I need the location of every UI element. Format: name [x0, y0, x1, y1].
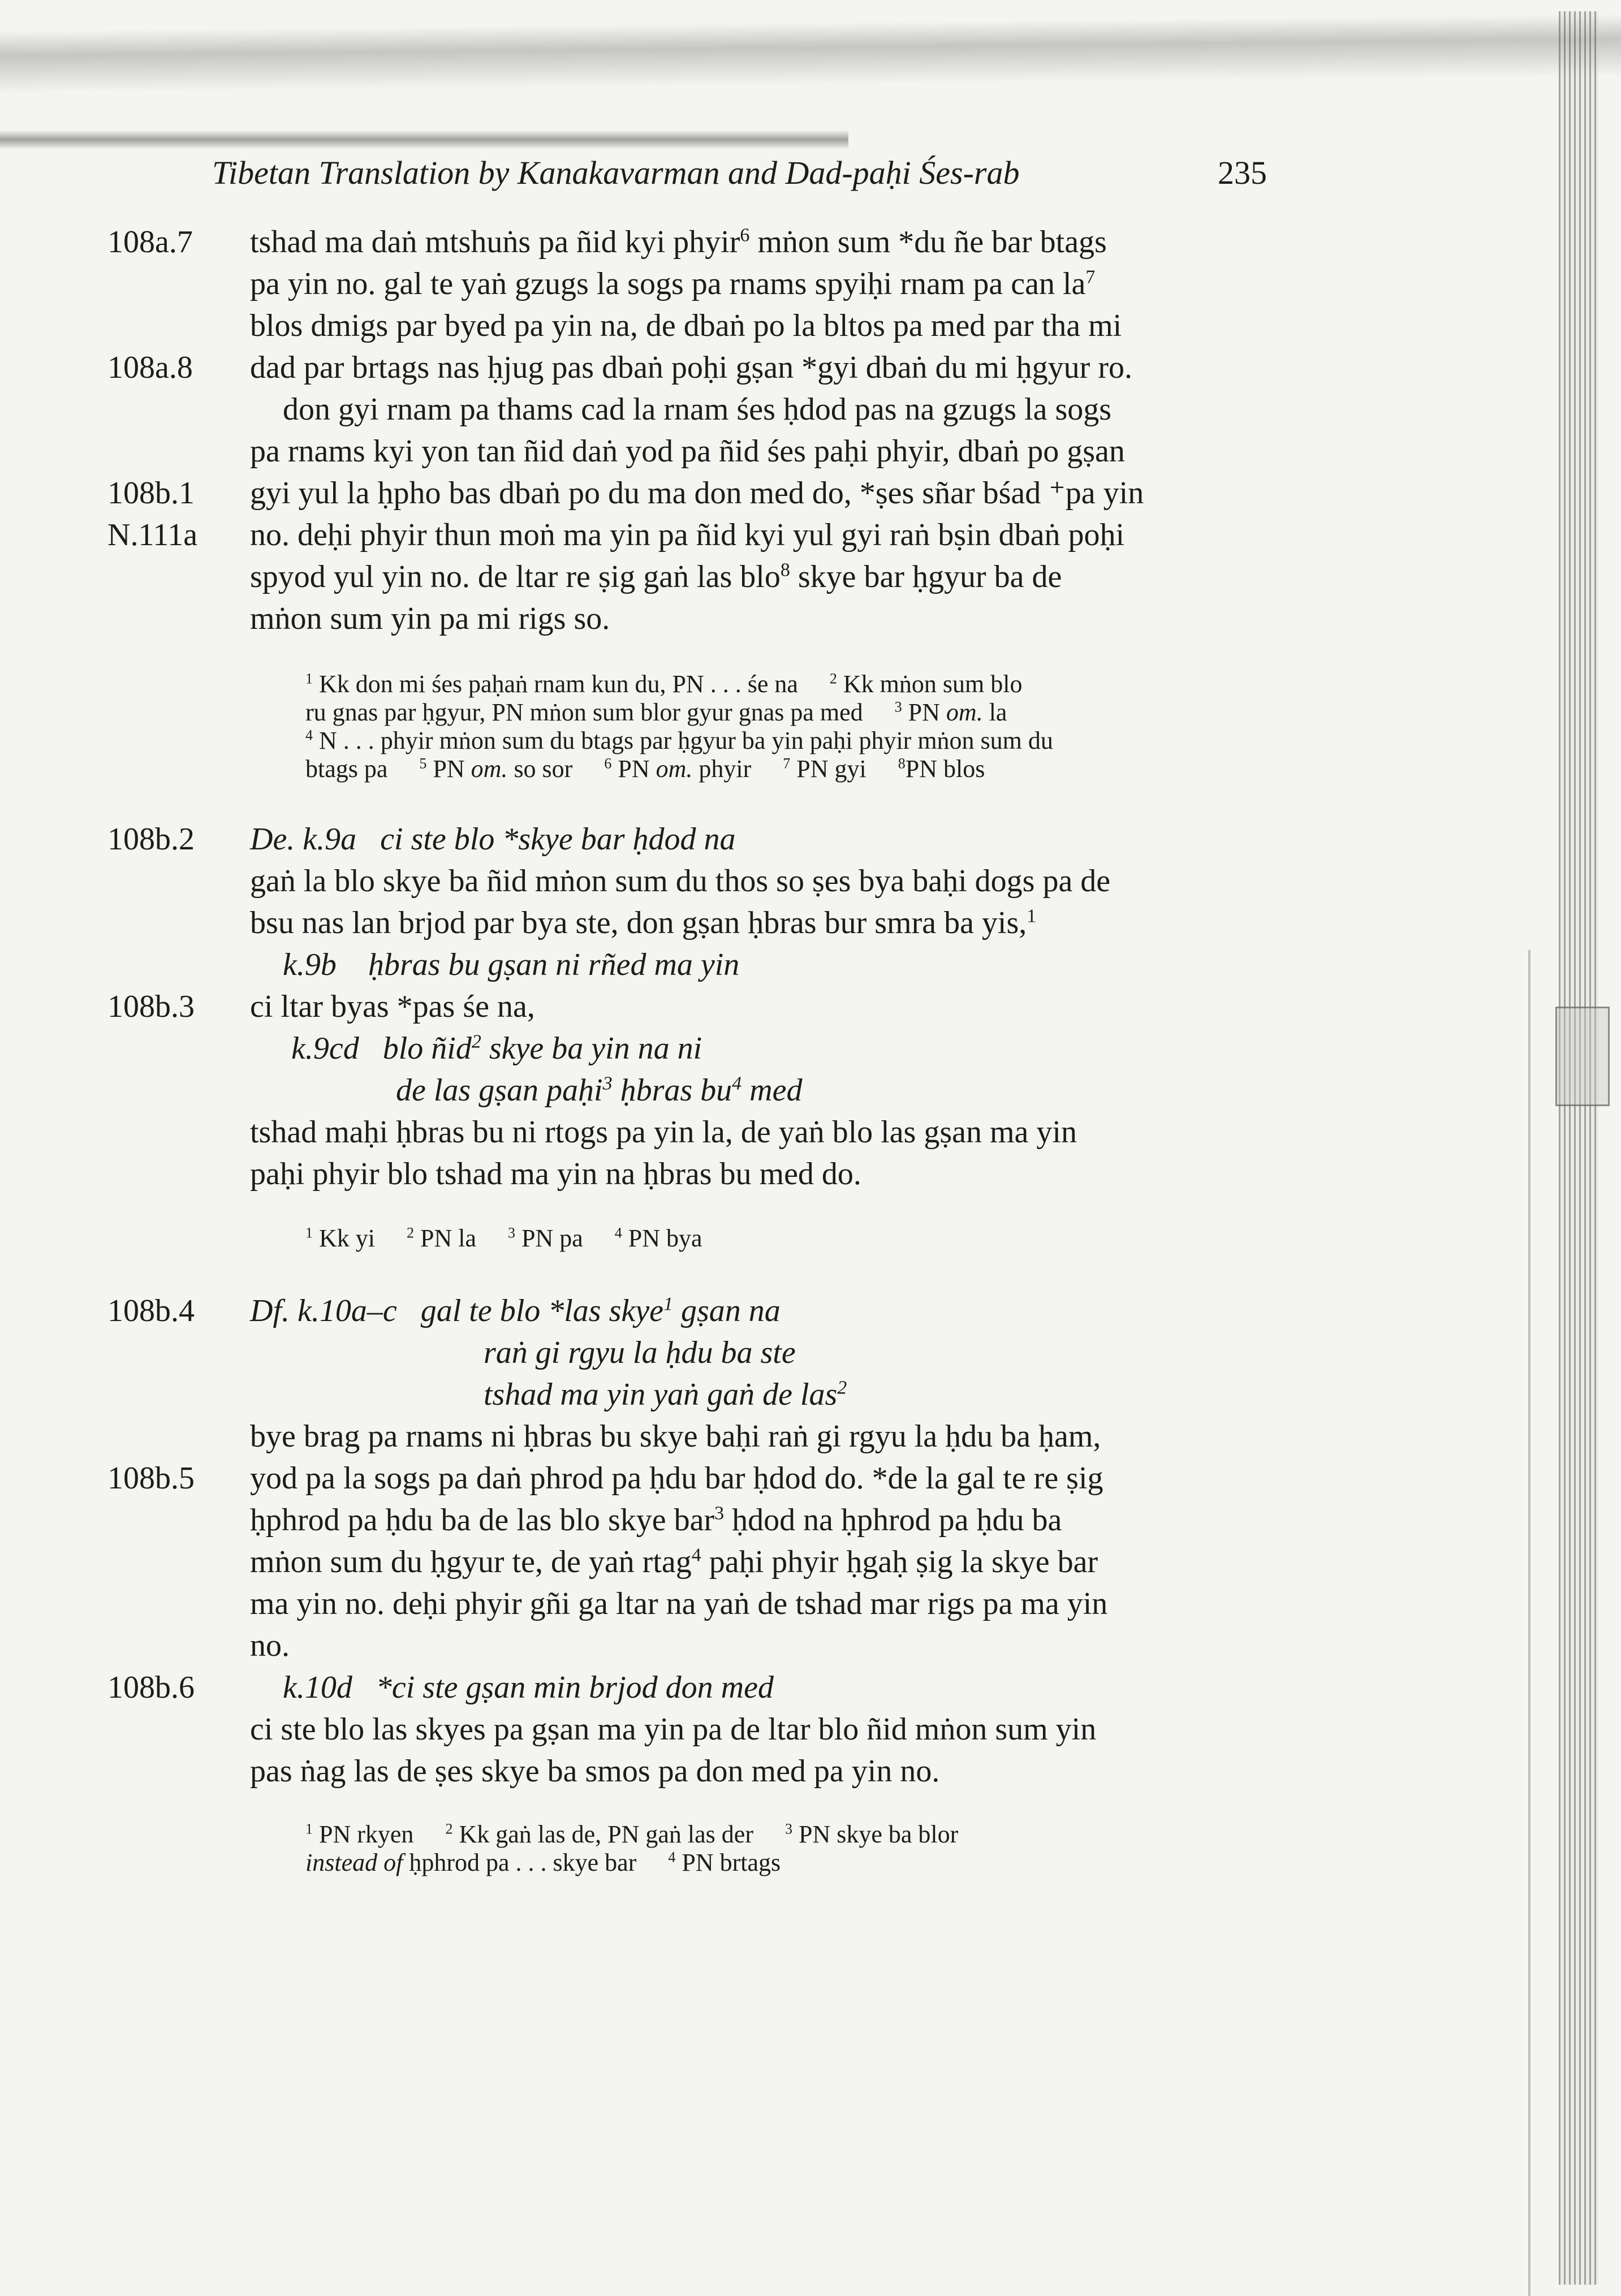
verse-line: raṅ gi rgyu la ḥdu ba ste: [484, 1335, 796, 1370]
footnote-line: $^1$ Kk yi $^2$ PN la $^3$ PN pa $^4$ PN bya: [305, 1224, 702, 1252]
verse-line: de las gṣan paḥi$^3$ ḥbras $bu^4$ med: [396, 1073, 803, 1108]
text-line: ci ste blo las skyes pa gṣan ma yin pa de ltar blo ñid mṅon sum yin: [250, 1712, 1097, 1747]
verse-line: k.10d *ci ste gṣan min brjod don med: [283, 1670, 774, 1705]
footnote-line: ru gnas par ḥgyur, PN mṅon sum blor gyur gnas pa med $^3$ PN om. la: [305, 698, 1007, 726]
scan-shadow-band: [0, 130, 848, 149]
folio-marker: 108a.7: [107, 225, 193, 260]
text-line: gaṅ la blo skye ba ñid mṅon sum du thos so ṣes bya baḥi dogs pa de: [250, 864, 1111, 899]
text-line: tshad ma daṅ mtshuṅs pa ñid kyi phyir$^6$ mṅon sum *du ñe bar btags: [250, 225, 1107, 260]
footnote-line: $^1$ PN rkyen $^2$ Kk gaṅ las de, PN gaṅ las der $^3$ PN skye ba blor: [305, 1820, 959, 1848]
text-line: mṅon sum yin pa mi rigs so.: [250, 601, 610, 636]
text-line: ci ltar byas *pas śe na,: [250, 989, 535, 1024]
folio-marker: 108b.1: [107, 476, 195, 511]
scan-binding-edge: [1559, 11, 1598, 2285]
text-line: bye brag pa rnams ni ḥbras bu skye baḥi raṅ gi rgyu la ḥdu ba ḥam,: [250, 1419, 1101, 1454]
text-line: gyi yul la ḥpho bas dbaṅ po du ma don med do, *ṣes sñar bśad ⁺pa yin: [250, 476, 1144, 511]
verse-line: De. k.9a ci ste blo *skye bar ḥdod na: [250, 822, 736, 857]
footnote-line: instead of ḥphrod pa . . . skye bar $^4$ PN brtags: [305, 1849, 781, 1876]
text-line: spyod yul yin no. de ltar re ṣig gaṅ las blo$^8$ skye bar ḥgyur ba de: [250, 559, 1062, 594]
folio-marker: 108a.8: [107, 350, 193, 385]
page-number: 235: [1218, 154, 1267, 191]
folio-marker: 108b.2: [107, 822, 195, 857]
folio-marker: 108b.4: [107, 1293, 195, 1328]
text-line: no. deḥi phyir thun moṅ ma yin pa ñid kyi yul gyi raṅ bṣin dbaṅ poḥi: [250, 517, 1125, 553]
footnote-line: $^4$ N . . . phyir mṅon sum du btags par ḥgyur ba yin paḥi phyir mṅon sum du: [305, 727, 1053, 754]
text-line: dad par brtags nas ḥjug pas dbaṅ poḥi gṣan *gyi dbaṅ du mi ḥgyur ro.: [250, 350, 1132, 385]
running-header: [212, 154, 1267, 193]
text-line: yod pa la sogs pa daṅ phrod pa ḥdu bar ḥdod do. *de la gal te re ṣig: [250, 1461, 1103, 1496]
folio-marker: 108b.6: [107, 1670, 195, 1705]
verse-line: k.9cd blo ñid$^2$ skye ba yin na ni: [291, 1031, 702, 1066]
text-line: blos dmigs par byed pa yin na, de dbaṅ po la bltos pa med par tha mi: [250, 308, 1122, 343]
folio-marker: N.111a: [107, 517, 198, 553]
text-line: no.: [250, 1628, 290, 1663]
verse-line: tshad ma yin yaṅ gaṅ de las$^2$: [484, 1377, 847, 1412]
scan-binding-clip: [1555, 1007, 1610, 1106]
scan-binding-line: [1528, 950, 1531, 2296]
verse-line: Df. k.10a–c gal te blo *las skye$^1$ gṣan na: [250, 1293, 781, 1328]
text-line: mṅon sum du ḥgyur te, de yaṅ rtag$^4$ paḥi phyir ḥgaḥ ṣig la skye bar: [250, 1544, 1098, 1579]
folio-marker: 108b.5: [107, 1461, 195, 1496]
verse-line: k.9b ḥbras bu gṣan ni rñed ma yin: [283, 947, 740, 982]
scan-shadow-top: [0, 14, 1621, 93]
text-line: pa rnams kyi yon tan ñid daṅ yod pa ñid śes paḥi phyir, dbaṅ po gṣan: [250, 434, 1125, 469]
text-line: pas ṅag las de ṣes skye ba smos pa don med pa yin no.: [250, 1754, 940, 1789]
text-line: don gyi rnam pa thams cad la rnam śes ḥdod pas na gzugs la sogs: [283, 392, 1112, 427]
text-line: pa yin no. gal te yaṅ gzugs la sogs pa rnams spyiḥi rnam pa can $la^7$: [250, 266, 1096, 301]
text-line: ma yin no. deḥi phyir gñi ga ltar na yaṅ de tshad mar rigs pa ma yin: [250, 1586, 1108, 1621]
footnote-line: btags pa $^5$ PN om. so sor $^6$ PN om. phyir $^7$ PN gyi $^8$PN blos: [305, 755, 985, 783]
footnote-line: $^1$ Kk don mi śes paḥaṅ rnam kun du, PN . . . śe na $^2$ Kk mṅon sum blo: [305, 670, 1023, 698]
text-line: bsu nas lan brjod par bya ste, don gṣan ḥbras bur smra ba yis,$^1$: [250, 905, 1037, 940]
text-line: ḥphrod pa ḥdu ba de las blo skye bar$^3$ ḥdod na ḥphrod pa ḥdu ba: [250, 1503, 1062, 1538]
folio-marker: 108b.3: [107, 989, 195, 1024]
text-line: paḥi phyir blo tshad ma yin na ḥbras bu med do.: [250, 1156, 861, 1192]
running-title: Tibetan Translation by Kanakavarman and Dad-paḥi Śes-rab: [212, 154, 1020, 191]
text-line: tshad maḥi ḥbras bu ni rtogs pa yin la, de yaṅ blo las gṣan ma yin: [250, 1115, 1077, 1150]
